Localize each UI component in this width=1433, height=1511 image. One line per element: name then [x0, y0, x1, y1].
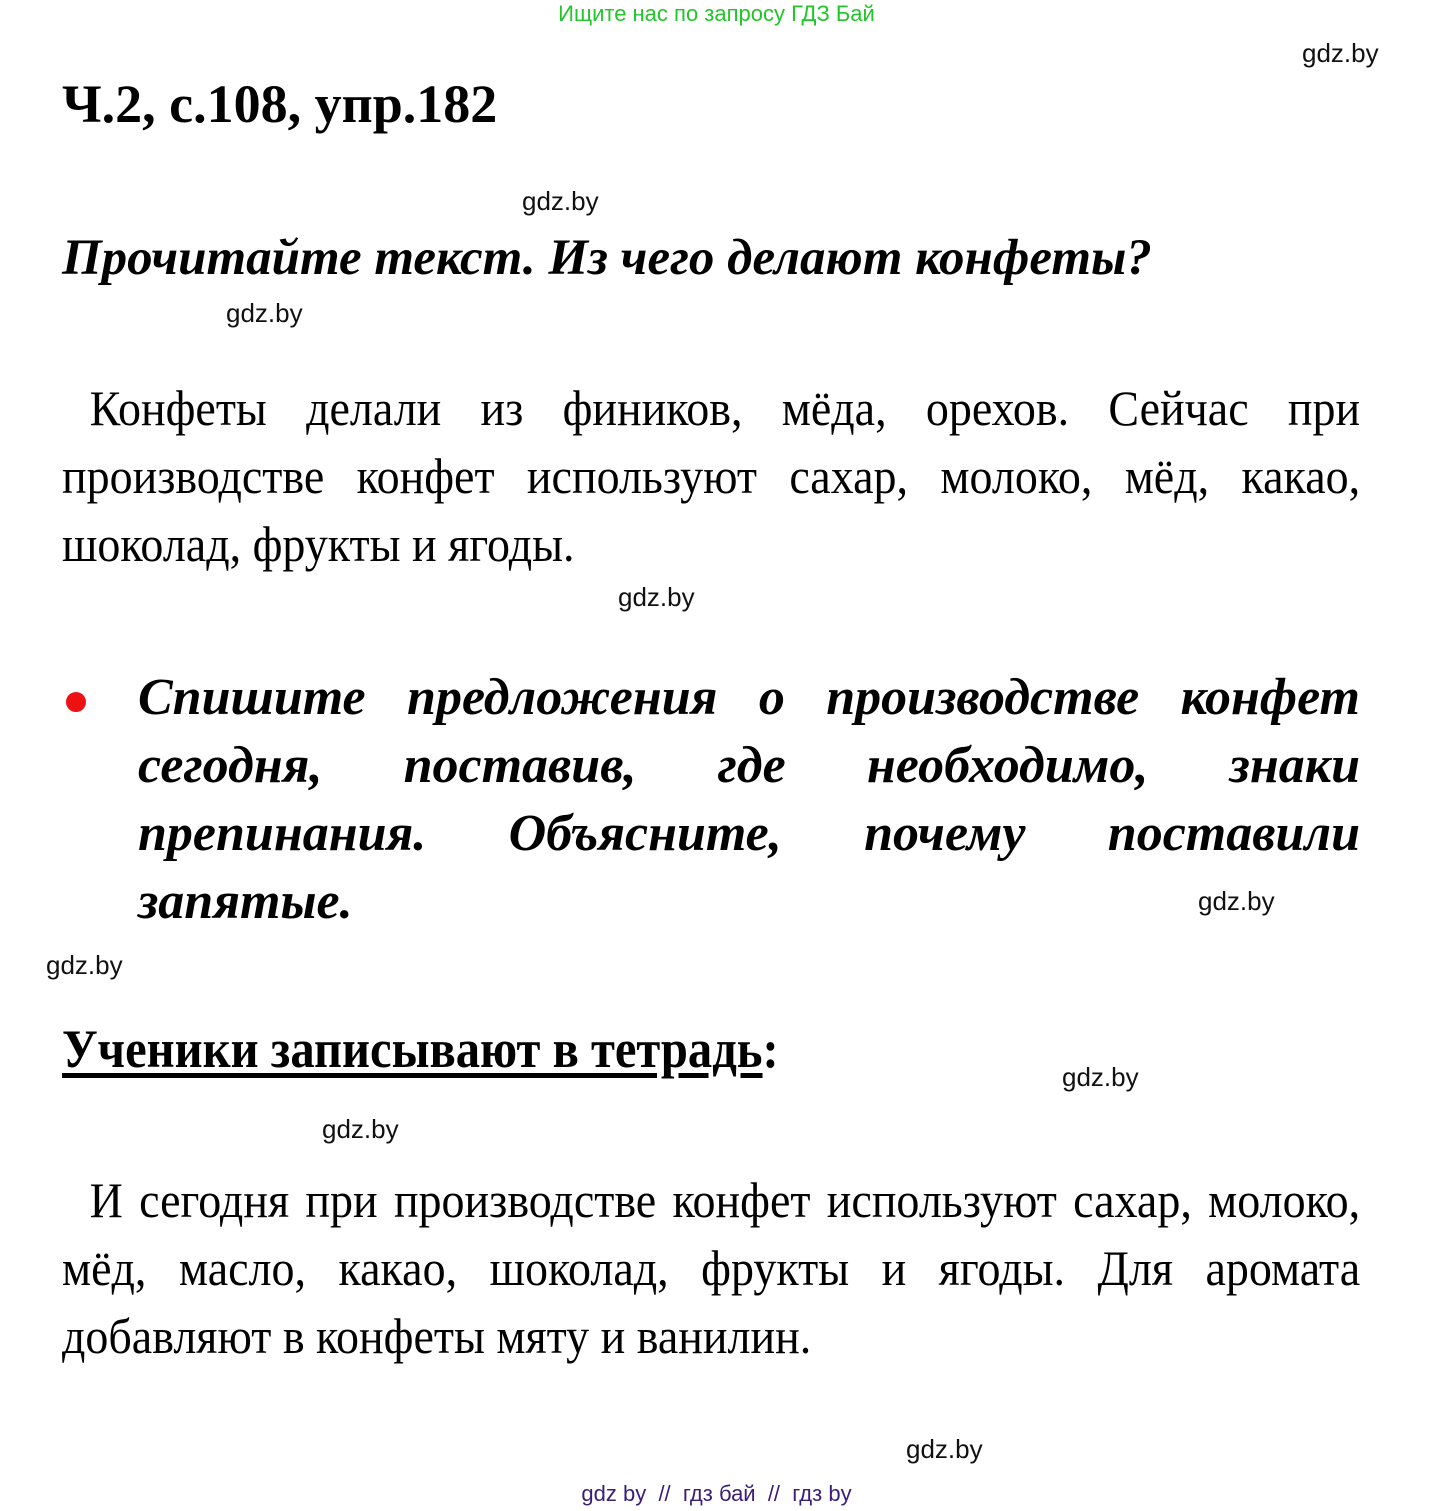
promo-banner-bottom: gdz by // гдз бай // гдз by: [581, 1481, 852, 1506]
watermark: gdz.by: [618, 582, 695, 612]
watermark: gdz.by: [906, 1434, 983, 1464]
answer-text: И сегодня при производстве конфет используют сахар, молоко, мёд, масло, какао, шоколад, фрукты и ягоды. Для аромата добавляют в конфеты мяту и ванилин.: [62, 1172, 1361, 1364]
answer-heading-text: Ученики записывают в тетрадь: [62, 1019, 763, 1079]
source-text-block: [62, 374, 1360, 578]
promo-banner-top: Ищите нас по запросу ГДЗ Бай: [558, 1, 875, 26]
watermark: gdz.by: [522, 186, 599, 216]
watermark: gdz.by: [226, 298, 303, 328]
answer-heading: [62, 1018, 779, 1080]
watermark: gdz.by: [1198, 886, 1275, 916]
answer-heading-colon: :: [762, 1019, 779, 1079]
source-text: Конфеты делали из фиников, мёда, орехов. Сейчас при производстве конфет используют сахар, молоко, мёд, какао, шоколад, фрукты и ягоды.: [62, 380, 1361, 572]
page-title: Ч.2, с.108, упр.182: [62, 74, 498, 134]
answer-text-block: [62, 1166, 1360, 1370]
assignment-text: Спишите предложения о производстве конфет сегодня, поставив, где необходимо, знаки препинания. Объясните, почему поставили запятые.: [138, 669, 1360, 930]
watermark: gdz.by: [322, 1114, 399, 1144]
watermark: gdz.by: [1302, 38, 1379, 68]
watermark: gdz.by: [46, 950, 123, 980]
bullet-dot-icon: [66, 692, 86, 712]
watermark: gdz.by: [1062, 1062, 1139, 1092]
task-heading: Прочитайте текст. Из чего делают конфеты?: [62, 230, 1152, 286]
